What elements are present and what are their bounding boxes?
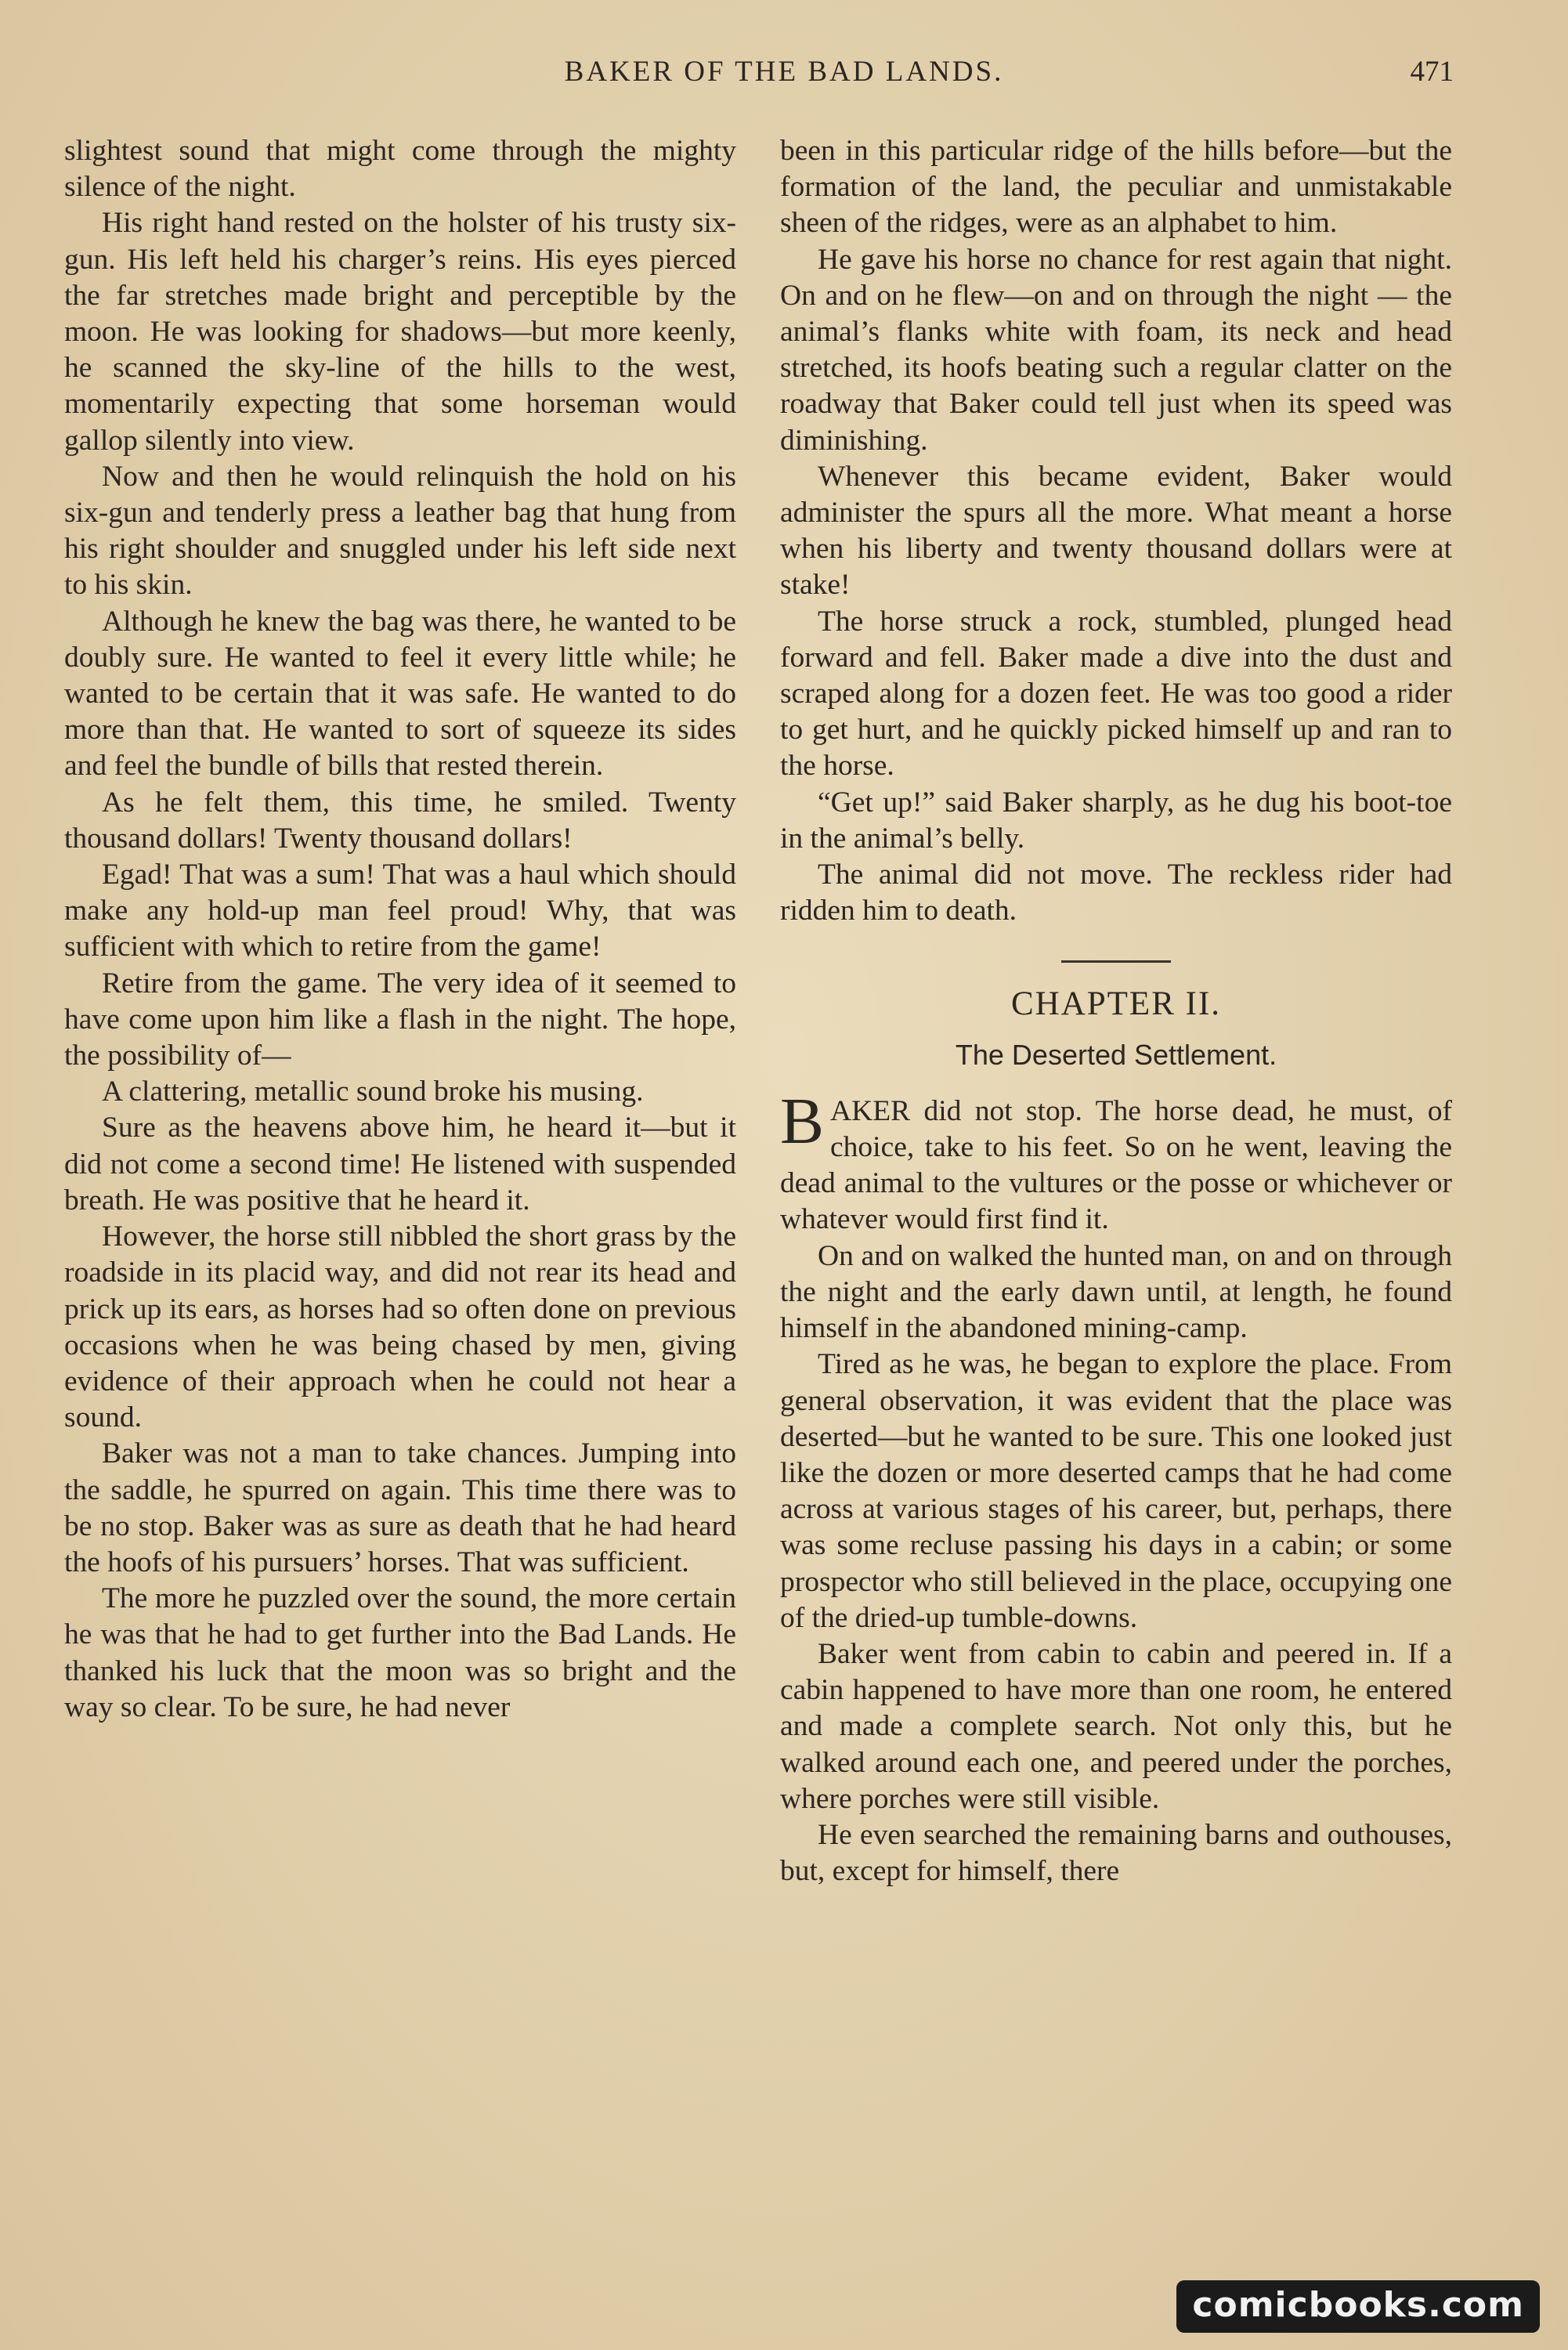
section-divider: [1061, 960, 1171, 963]
chapter-subtitle: The Deserted Settlement.: [955, 1038, 1277, 1071]
paragraph: slightest sound that might come through the mighty silence of the night.: [64, 135, 736, 204]
paragraph: been in this particular ridge of the hills before—but the formation of the land, the peculiar and unmistakable sheen of the ridges, were as an alphabet to him.: [780, 135, 1452, 240]
paragraph: Now and then he would relinquish the hold on his six-gun and tenderly press a leather bag that hung from his right shoulder and snuggled under his left side next to his skin.: [64, 460, 736, 602]
paragraph: Retire from the game. The very idea of it seemed to have come upon him like a flash in the night. The hope, the possibility of—: [64, 967, 736, 1072]
running-title: BAKER OF THE BAD LANDS.: [564, 56, 1004, 88]
chapter-opening-paragraph: [780, 1084, 1452, 1238]
paragraph: Sure as the heavens above him, he heard it—but it did not come a second time! He listened with suspended breath. He was positive that he heard it.: [64, 1112, 736, 1217]
paragraph: He gave his horse no chance for rest again that night. On and on he flew—on and on through the night — the animal’s flanks white with foam, its neck and head stretched, its hoofs beating such a regular clatter on the roadway that Baker could tell just when its speed was diminishing.: [780, 243, 1452, 457]
paragraph: Egad! That was a sum! That was a haul which should make any hold-up man feel proud! Why, that was sufficient with which to retire from the game!: [64, 859, 736, 964]
site-watermark: comicbooks.com: [1176, 2280, 1540, 2333]
paragraph: “Get up!” said Baker sharply, as he dug his boot-toe in the animal’s belly.: [780, 786, 1452, 855]
paragraph: Baker was not a man to take chances. Jumping into the saddle, he spurred on again. This time there was to be no stop. Baker was as sure as death that he had heard the hoofs of his pursuers’ horses. That was sufficient.: [64, 1437, 736, 1578]
paragraph: The animal did not move. The reckless rider had ridden him to death.: [780, 859, 1452, 927]
page-header: [0, 41, 1568, 111]
paragraph: The horse struck a rock, stumbled, plunged head forward and fell. Baker made a dive into the dust and scraped along for a dozen feet. He was too good a rider to get hurt, and he quickly picked himself up and ran to the horse.: [780, 605, 1452, 783]
paragraph: Baker went from cabin to cabin and peered in. If a cabin happened to have more than one room, he entered and made a complete search. Not only this, but he walked around each one, and peered under the porches, where porches were still visible.: [780, 1637, 1452, 1815]
paragraph: His right hand rested on the holster of his trusty six-gun. His left held his charger’s reins. His eyes pierced the far stretches made bright and perceptible by the moon. He was looking for shadows—but more keenly, he scanned the sky-line of the hills to the west, momentarily expecting that some horseman would gallop silently into view.: [64, 207, 736, 457]
paragraph: He even searched the remaining barns and outhouses, but, except for himself, there: [780, 1818, 1452, 1888]
left-column: [64, 133, 736, 1726]
page-number: 471: [1410, 56, 1454, 88]
paragraph: Tired as he was, he began to explore the place. From general observation, it was evident that the place was deserted—but he wanted to be sure. This one looked just like the dozen or more deserted camps that he had come across at various stages of his career, but, perhaps, there was some recluse passing his days in a cabin; or some prospector who still believed in the place, occupying one of the dried-up tumble-downs.: [780, 1348, 1452, 1634]
drop-cap: B: [780, 1084, 825, 1158]
opening-text: AKER did not stop. The horse dead, he must, of choice, take to his feet. So on he went, leaving the dead animal to the vultures or the posse or whichever or whatever would first find it.: [780, 1094, 1452, 1236]
paragraph: Whenever this became evident, Baker would administer the spurs all the more. What meant a horse when his liberty and twenty thousand dollars were at stake!: [780, 460, 1452, 602]
paragraph: Although he knew the bag was there, he wanted to be doubly sure. He wanted to feel it every little while; he wanted to be certain that it was safe. He wanted to do more than that. He wanted to sort of squeeze its sides and feel the bundle of bills that rested therein.: [64, 605, 736, 783]
paragraph: However, the horse still nibbled the short grass by the roadside in its placid way, and did not rear its head and prick up its ears, as horses had so often done on previous occasions when he was being chased by men, giving evidence of their approach when he could not hear a sound.: [64, 1220, 736, 1434]
paragraph: On and on walked the hunted man, on and on through the night and the early dawn until, at length, he found himself in the abandoned mining-camp.: [780, 1239, 1452, 1345]
right-column: [780, 133, 1452, 1889]
chapter-title: CHAPTER II.: [1010, 985, 1222, 1023]
paragraph: The more he puzzled over the sound, the more certain he was that he had to get further into the Bad Lands. He thanked his luck that the moon was so bright and the way so clear. To be sure, he had never: [64, 1582, 736, 1723]
paragraph: A clattering, metallic sound broke his musing.: [102, 1076, 644, 1108]
paragraph: As he felt them, this time, he smiled. Twenty thousand dollars! Twenty thousand dollars!: [64, 786, 736, 855]
